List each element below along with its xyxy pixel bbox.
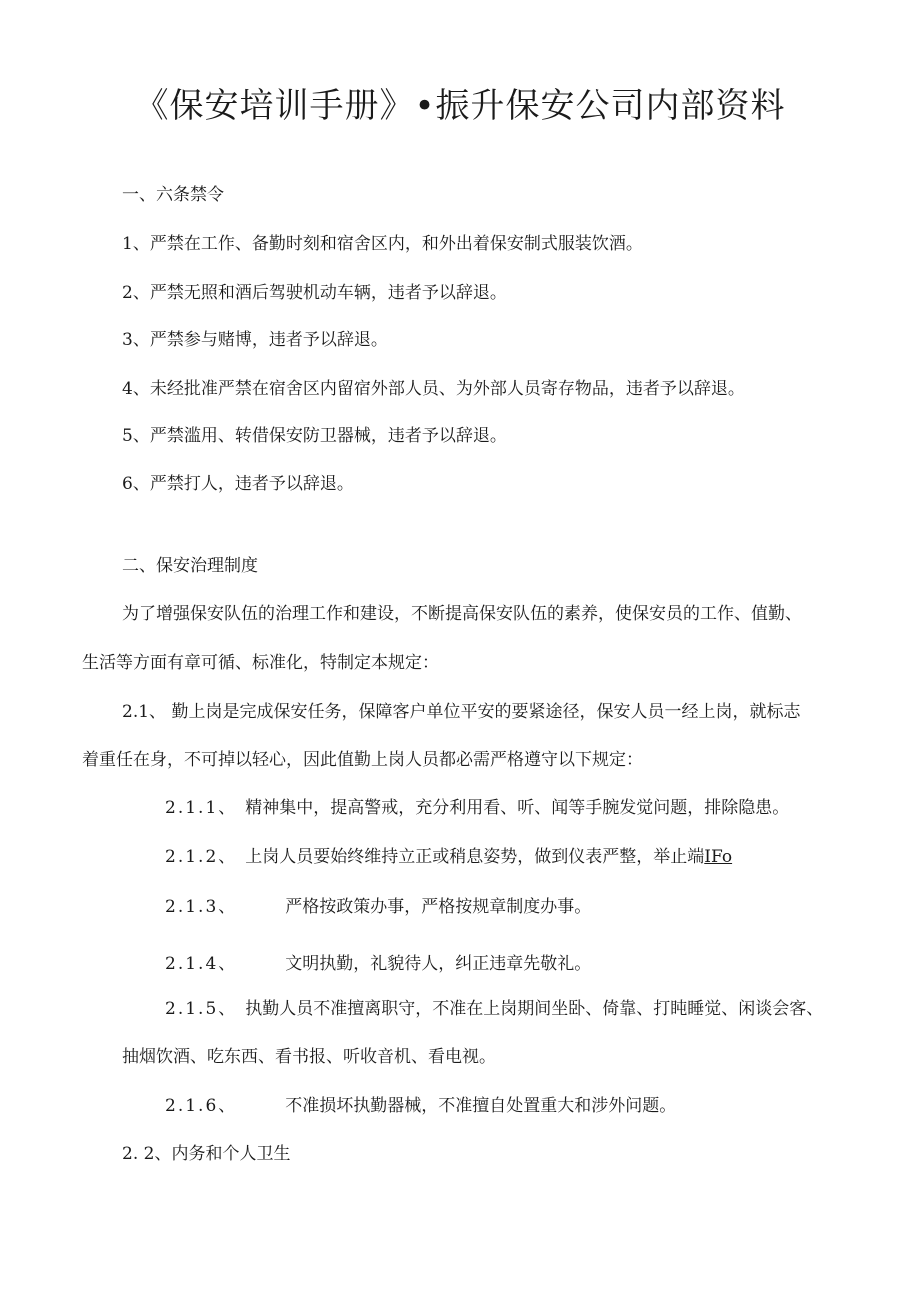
rule-number: 2.1.5、 [165, 999, 238, 1019]
list-item: 4、未经批准严禁在宿舍区内留宿外部人员、为外部人员寄存物品，违者予以辞退。 [122, 379, 745, 399]
rule-number: 2.1.6、 [165, 1096, 238, 1116]
rule-text: 精神集中，提高警戒，充分利用看、听、闻等手腕发觉问题，排除隐患。 [245, 798, 790, 818]
rule-item [165, 997, 823, 1021]
rule-text: 上岗人员要始终维持立正或稍息姿势，做到仪表严整，举止端 [245, 847, 705, 867]
rule-item [165, 952, 591, 976]
document-title: 《保安培训手册》•振升保安公司内部资料 [134, 86, 786, 126]
rule-number: 2.1.2、 [165, 847, 238, 867]
paragraph-line: 着重任在身，不可掉以轻心，因此值勤上岗人员都必需严格遵守以下规定： [82, 750, 643, 770]
subsection-heading: 2. 2、内务和个人卫生 [122, 1144, 291, 1164]
rule-text: 不准损坏执勤器械，不准擅自处置重大和涉外问题。 [285, 1096, 677, 1116]
paragraph-line: 为了增强保安队伍的治理工作和建设，不断提高保安队伍的素养，使保安员的工作、值勤、 [122, 604, 802, 624]
rule-item [165, 1094, 676, 1118]
paragraph-line: 2.1、 勤上岗是完成保安任务，保障客户单位平安的要紧途径，保安人员一经上岗，就标志 [122, 702, 801, 722]
rule-number: 2.1.3、 [165, 897, 238, 917]
paragraph-line: 抽烟饮酒、吃东西、看书报、听收音机、看电视。 [122, 1047, 496, 1067]
list-item: 6、严禁打人，违者予以辞退。 [122, 474, 354, 494]
rule-text-tail: IFo [704, 847, 733, 867]
rule-text: 执勤人员不准擅离职守，不准在上岗期间坐卧、倚靠、打盹睡觉、闲谈会客、 [245, 999, 824, 1019]
rule-item [165, 845, 732, 869]
list-item: 3、严禁参与赌博，违者予以辞退。 [122, 330, 388, 350]
list-item: 5、严禁滥用、转借保安防卫器械，违者予以辞退。 [122, 426, 507, 446]
list-item: 1、严禁在工作、备勤时刻和宿舍区内，和外出着保安制式服装饮酒。 [122, 234, 643, 254]
rule-item [165, 895, 591, 919]
rule-text: 严格按政策办事，严格按规章制度办事。 [285, 897, 592, 917]
list-item: 2、严禁无照和酒后驾驶机动车辆，违者予以辞退。 [122, 283, 507, 303]
section-heading: 一、六条禁令 [122, 185, 224, 205]
rule-number: 2.1.4、 [165, 954, 238, 974]
paragraph-line: 生活等方面有章可循、标准化，特制定本规定： [82, 653, 439, 673]
rule-number: 2.1.1、 [165, 798, 238, 818]
section-heading: 二、保安治理制度 [122, 556, 258, 576]
rule-item [165, 796, 789, 820]
rule-text: 文明执勤，礼貌待人，纠正违章先敬礼。 [285, 954, 592, 974]
